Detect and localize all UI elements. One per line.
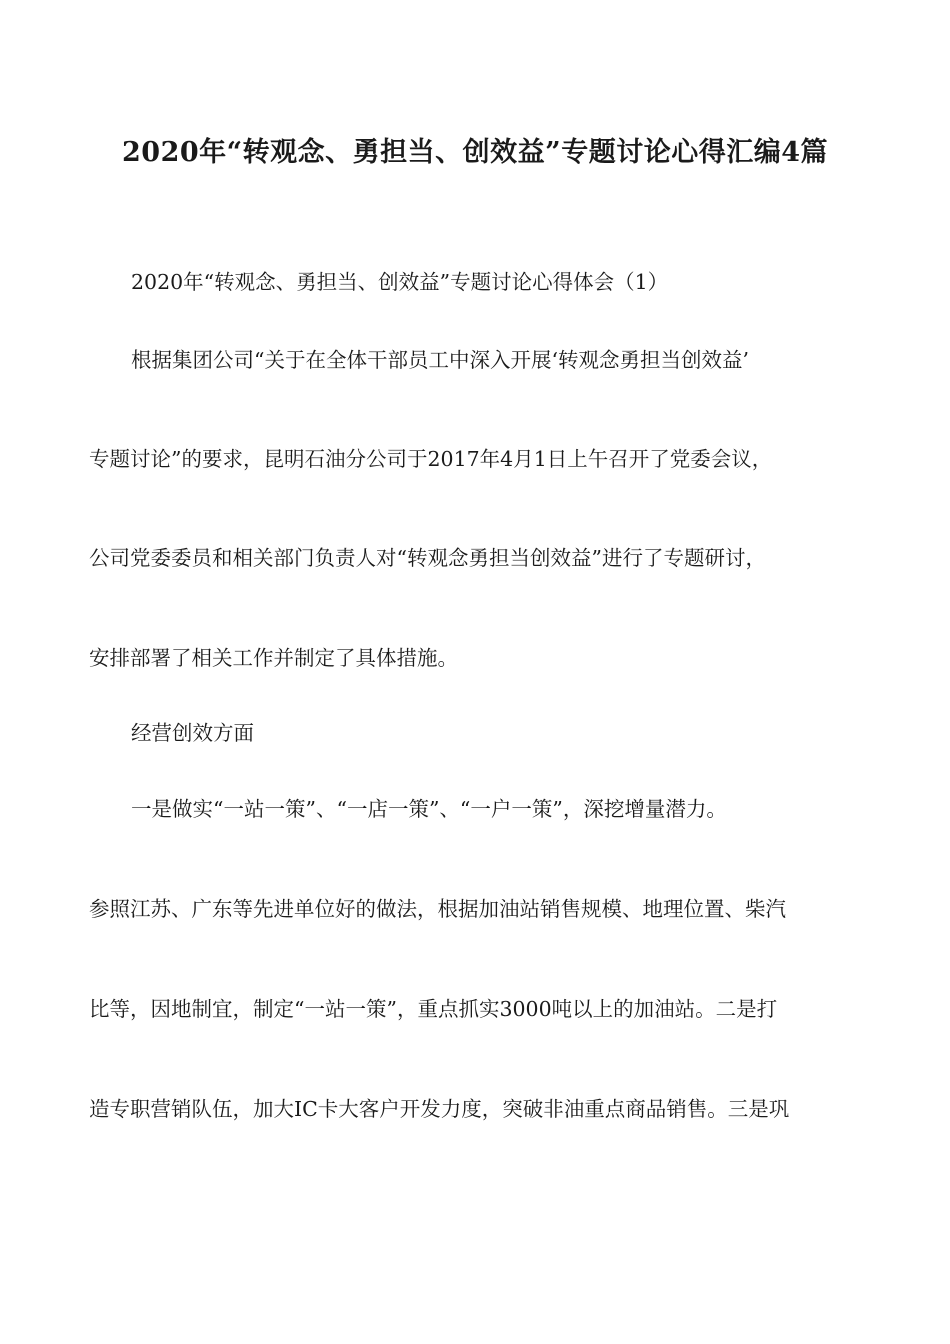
paragraph-line: 公司党委委员和相关部门负责人对“转观念勇担当创效益”进行了专题研讨， xyxy=(89,546,766,570)
document-title: 2020年“转观念、勇担当、创效益”专题讨论心得汇编4篇 xyxy=(122,137,828,168)
paragraph-line: 安排部署了相关工作并制定了具体措施。 xyxy=(89,646,458,670)
paragraph-line: 参照江苏、广东等先进单位好的做法，根据加油站销售规模、地理位置、柴汽 xyxy=(89,897,786,921)
paragraph-line: 一是做实“一站一策”、“一店一策”、“一户一策”，深挖增量潜力。 xyxy=(131,797,727,821)
subtitle-line: 2020年“转观念、勇担当、创效益”专题讨论心得体会（1） xyxy=(131,270,669,294)
paragraph-line: 比等，因地制宜，制定“一站一策”，重点抓实3000吨以上的加油站。二是打 xyxy=(89,997,778,1021)
section-heading: 经营创效方面 xyxy=(131,721,254,745)
paragraph-line: 根据集团公司“关于在全体干部员工中深入开展‘转观念勇担当创效益’ xyxy=(131,348,750,372)
paragraph-line: 造专职营销队伍，加大IC卡大客户开发力度，突破非油重点商品销售。三是巩 xyxy=(89,1097,790,1121)
paragraph-line: 专题讨论”的要求，昆明石油分公司于2017年4月1日上午召开了党委会议， xyxy=(89,447,773,471)
